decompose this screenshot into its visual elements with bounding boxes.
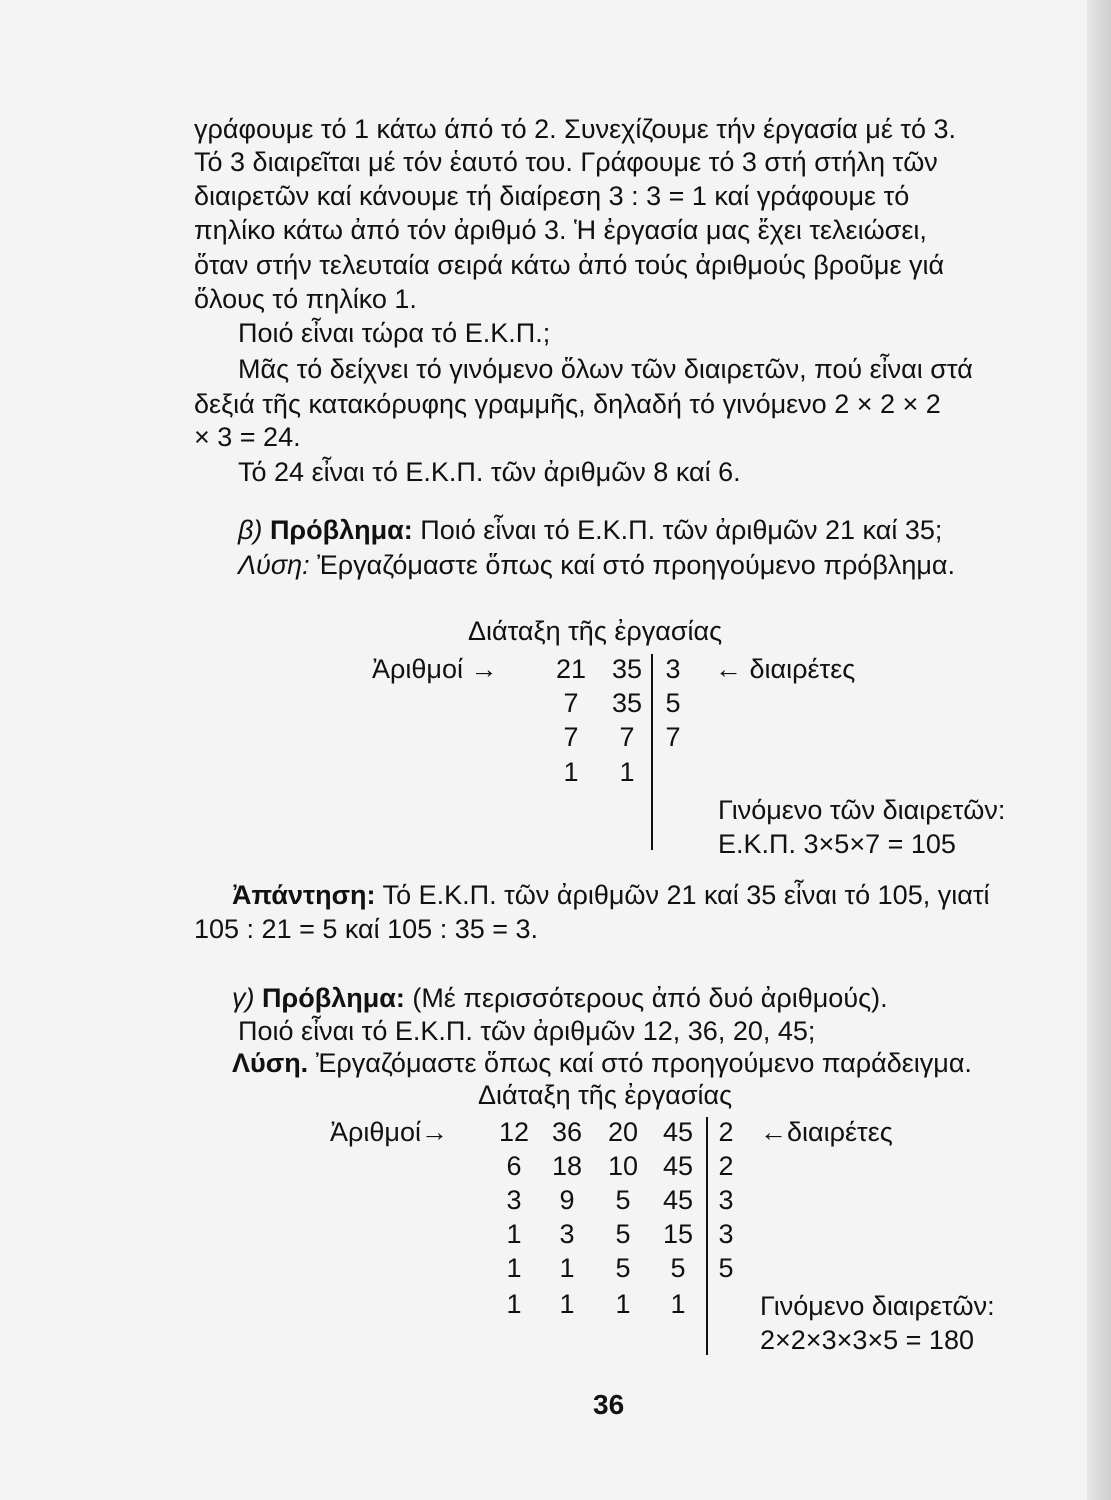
divisor-cell: 7 <box>665 722 681 752</box>
table-cell: 45 <box>662 1151 694 1181</box>
problem-marker: γ) <box>232 983 255 1013</box>
solution-label: Λύση: <box>238 550 310 580</box>
divisors-label: ←διαιρέτες <box>760 1117 893 1147</box>
problem-label: Πρόβλημα: <box>269 515 413 545</box>
solution-text: Ἐργαζόμαστε ὅπως καί στό προηγούμενο πρόβλημα. <box>317 550 956 580</box>
product-label: Γινόμενο τῶν διαιρετῶν: <box>718 795 1006 825</box>
table-cell: 45 <box>662 1185 694 1215</box>
divisor-cell: 5 <box>665 688 681 718</box>
arrangement-title: Διάταξη τῆς ἐργασίας <box>478 1080 733 1110</box>
divisors-label: ← διαιρέτες <box>715 654 856 684</box>
text-line: × 3 = 24. <box>194 422 301 452</box>
table-cell: 1 <box>559 1289 575 1319</box>
question-line: Ποιό εἶναι τώρα τό Ε.Κ.Π.; <box>238 318 551 348</box>
table-cell: 1 <box>615 1289 631 1319</box>
divisor-cell: 2 <box>718 1117 734 1147</box>
product-value: 2×2×3×3×5 = 180 <box>760 1325 974 1355</box>
table-cell: 1 <box>506 1289 522 1319</box>
divisor-cell: 2 <box>718 1151 734 1181</box>
arrangement-title: Διάταξη τῆς ἐργασίας <box>468 616 723 646</box>
table-cell: 5 <box>615 1253 631 1283</box>
answer-b-line-2: 105 : 21 = 5 καί 105 : 35 = 3. <box>194 914 539 944</box>
problem-c-question: Ποιό εἶναι τό Ε.Κ.Π. τῶν ἀριθμῶν 12, 36, 20, 45; <box>238 1016 816 1046</box>
table-cell: 7 <box>563 722 579 752</box>
problem-c-heading <box>232 983 888 1014</box>
problem-marker: β) <box>238 515 263 545</box>
problem-text: Ποιό εἶναι τό Ε.Κ.Π. τῶν ἀριθμῶν 21 καί 35; <box>420 515 943 545</box>
table-cell: 7 <box>619 722 635 752</box>
table-cell: 6 <box>506 1151 522 1181</box>
numbers-label: Ἀριθμοί → <box>372 654 498 684</box>
divisor-cell: 3 <box>718 1185 734 1215</box>
solution-b-line <box>238 550 955 581</box>
table-cell: 12 <box>498 1117 530 1147</box>
table-cell: 35 <box>611 654 643 684</box>
answer-label: Ἀπάντηση: <box>232 880 376 910</box>
product-label: Γινόμενο διαιρετῶν: <box>760 1291 995 1321</box>
table-cell: 20 <box>607 1117 639 1147</box>
text-line: δεξιά τῆς κατακόρυφης γραμμῆς, δηλαδή τό γινόμενο 2 × 2 × 2 <box>194 389 941 419</box>
table-cell: 7 <box>563 688 579 718</box>
text-line: ὅλους τό πηλίκο 1. <box>194 284 417 314</box>
problem-label: Πρόβλημα: <box>262 983 405 1013</box>
table-cell: 21 <box>555 654 587 684</box>
text-line: ὅταν στήν τελευταία σειρά κάτω ἀπό τούς ἀριθμούς βροῦμε γιά <box>194 250 945 280</box>
table-cell: 3 <box>506 1185 522 1215</box>
divisor-cell: 5 <box>718 1253 734 1283</box>
product-value: Ε.Κ.Π. 3×5×7 = 105 <box>718 829 956 859</box>
text-line: γράφουμε τό 1 κάτω άπό τό 2. Συνεχίζουμε τήν έργασία μέ τό 3. <box>194 114 957 144</box>
numbers-label: Ἀριθμοί→ <box>330 1117 448 1147</box>
problem-b-heading <box>238 515 942 546</box>
table-cell: 10 <box>607 1151 639 1181</box>
page-edge-shadow <box>1087 0 1111 1500</box>
table-cell: 5 <box>670 1253 686 1283</box>
table-cell: 1 <box>670 1289 686 1319</box>
text-line: διαιρετῶν καί κάνουμε τή διαίρεση 3 : 3 = 1 καί γράφουμε τό <box>194 181 910 211</box>
table-cell: 9 <box>559 1185 575 1215</box>
table-cell: 45 <box>662 1117 694 1147</box>
table-cell: 35 <box>611 688 643 718</box>
text-line: πηλίκο κάτω ἀπό τόν ἀριθμό 3. Ἡ ἐργασία μας ἔχει τελειώσει, <box>194 215 927 245</box>
table-cell: 5 <box>615 1185 631 1215</box>
table-cell: 1 <box>506 1253 522 1283</box>
problem-text: (Μέ περισσότερους ἀπό δυό ἀριθμούς). <box>412 983 888 1013</box>
table-cell: 1 <box>563 757 579 787</box>
table-cell: 36 <box>551 1117 583 1147</box>
solution-label: Λύση. <box>232 1048 309 1078</box>
table-cell: 18 <box>551 1151 583 1181</box>
divisor-cell: 3 <box>718 1219 734 1249</box>
answer-b-line <box>232 880 989 911</box>
solution-text: Ἐργαζόμαστε ὅπως καί στό προηγούμενο παράδειγμα. <box>315 1048 972 1078</box>
text-line: Τό 3 διαιρεῖται μέ τόν ἑαυτό του. Γράφουμε τό 3 στή στήλη τῶν <box>194 147 938 177</box>
conclusion-line: Τό 24 εἶναι τό Ε.Κ.Π. τῶν ἀριθμῶν 8 καί 6. <box>238 457 741 487</box>
table-cell: 15 <box>662 1219 694 1249</box>
table-cell: 1 <box>506 1219 522 1249</box>
table-cell: 1 <box>559 1253 575 1283</box>
answer-text: Τό Ε.Κ.Π. τῶν ἀριθμῶν 21 καί 35 εἶναι τό 105, γιατί <box>382 880 990 910</box>
table-cell: 1 <box>619 757 635 787</box>
divisor-cell: 3 <box>665 654 681 684</box>
table-cell: 5 <box>615 1219 631 1249</box>
page-number: 36 <box>593 1389 625 1420</box>
text-line: Μᾶς τό δείχνει τό γινόμενο ὅλων τῶν διαιρετῶν, πού εἶναι στά <box>238 354 973 384</box>
table-cell: 3 <box>559 1219 575 1249</box>
solution-c-line <box>232 1048 972 1079</box>
